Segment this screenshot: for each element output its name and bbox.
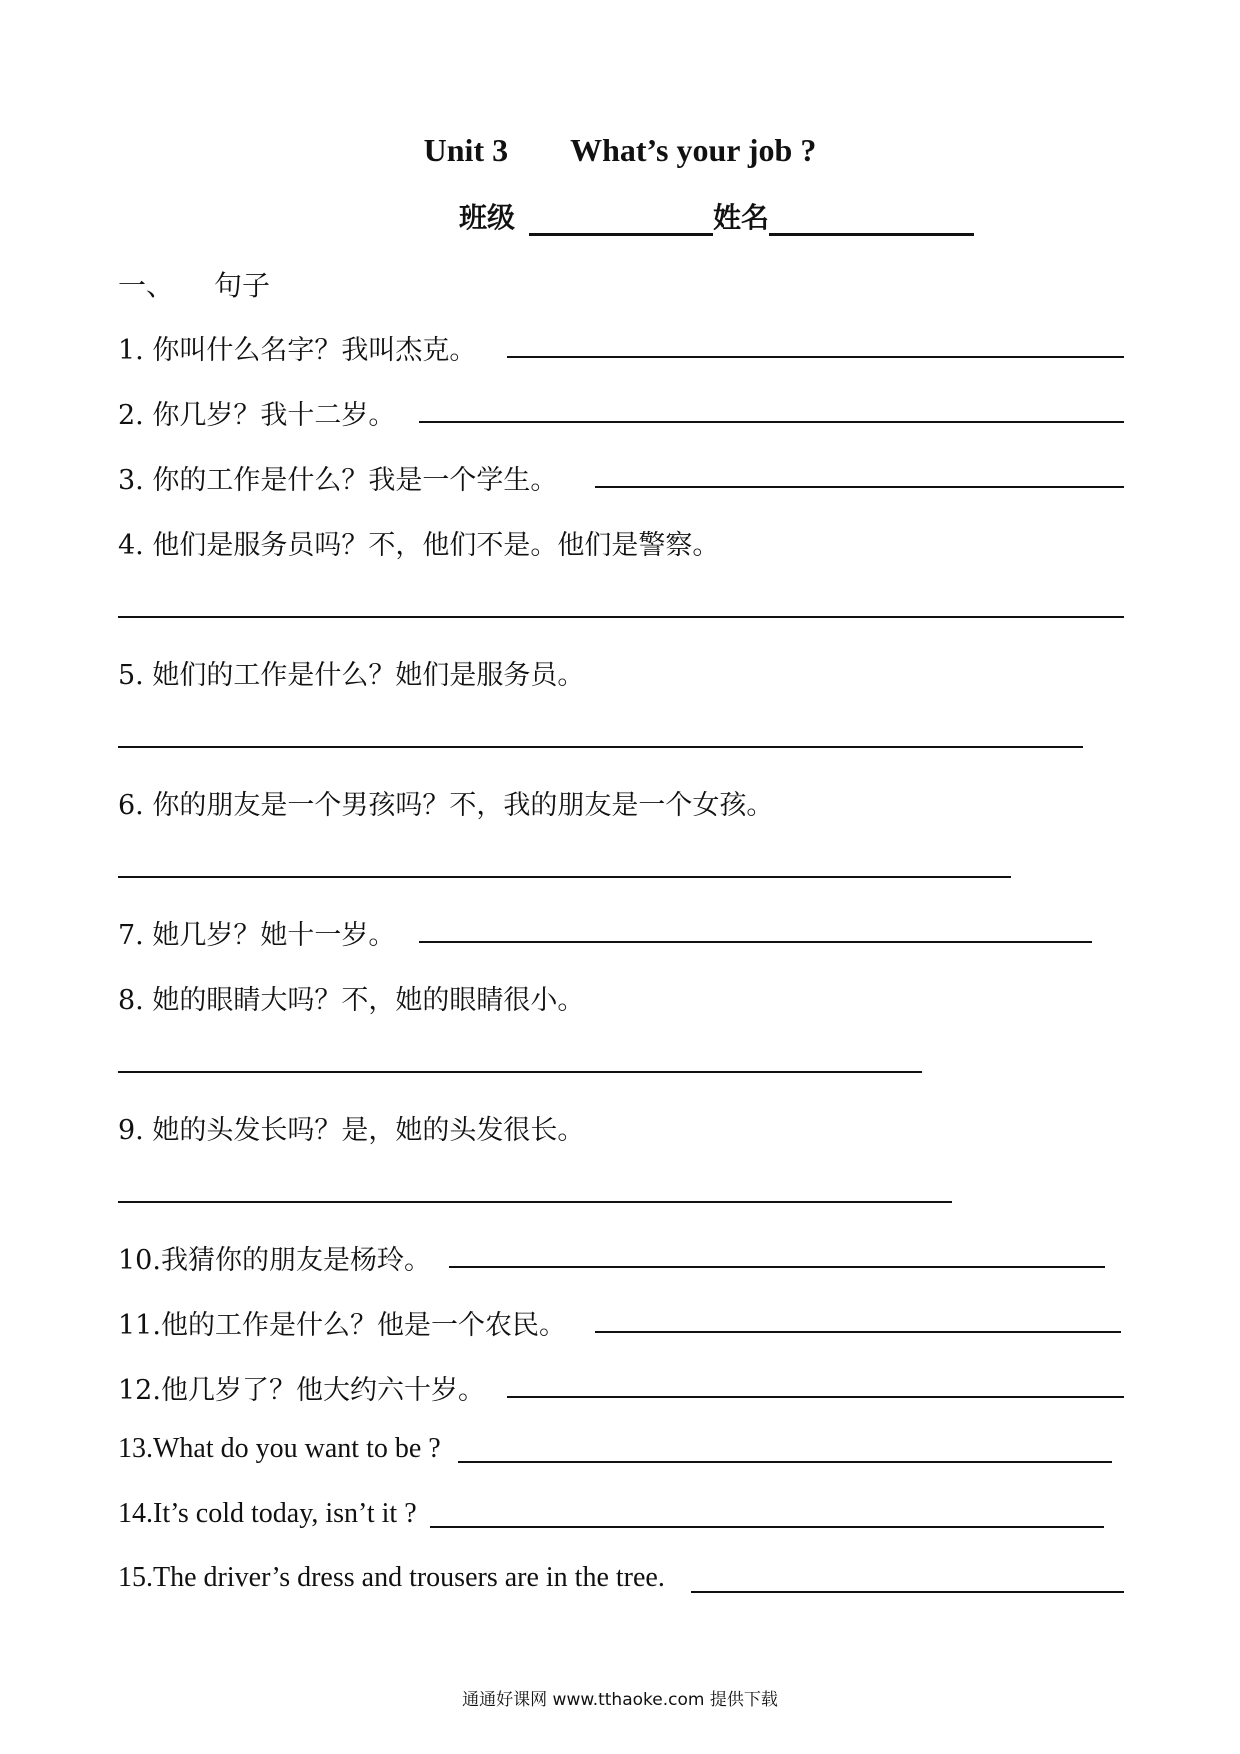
- answer-line-7[interactable]: [419, 941, 1092, 943]
- answer-line-1[interactable]: [507, 356, 1124, 358]
- class-blank[interactable]: [529, 203, 713, 236]
- question-2: 2. 你几岁？我十二岁。: [118, 400, 396, 431]
- question-10: 10.我猜你的朋友是杨玲。: [118, 1245, 431, 1276]
- section-title: 句子: [214, 269, 271, 302]
- name-label: 姓名: [713, 201, 770, 234]
- question-6: 6. 你的朋友是一个男孩吗？不，我的朋友是一个女孩。: [118, 790, 774, 821]
- answer-line-2[interactable]: [419, 421, 1124, 423]
- question-5: 5. 她们的工作是什么？她们是服务员。: [118, 660, 585, 691]
- unit-label: Unit 3: [423, 132, 509, 168]
- question-12: 12.他几岁了？他大约六十岁。: [118, 1375, 485, 1406]
- answer-line-13[interactable]: [458, 1461, 1112, 1463]
- worksheet-title: [0, 132, 1240, 169]
- answer-line-5[interactable]: [118, 746, 1083, 748]
- answer-line-4[interactable]: [118, 616, 1124, 618]
- question-4: 4. 他们是服务员吗？不，他们不是。他们是警察。: [118, 530, 720, 561]
- answer-line-10[interactable]: [449, 1266, 1105, 1268]
- class-label: 班级: [459, 201, 516, 234]
- section-heading: [118, 264, 270, 304]
- answer-line-14[interactable]: [430, 1526, 1104, 1528]
- name-blank[interactable]: [769, 203, 974, 236]
- answer-line-8[interactable]: [118, 1071, 922, 1073]
- question-11: 11.他的工作是什么？他是一个农民。: [118, 1310, 566, 1341]
- question-13: 13.What do you want to be ?: [118, 1433, 441, 1464]
- answer-line-12[interactable]: [507, 1396, 1124, 1398]
- footer-credit: 通通好课网 www.tthaoke.com 提供下载: [462, 1690, 778, 1710]
- topic-label: What’s your job ?: [570, 132, 817, 168]
- question-14: 14.It’s cold today, isn’t it ?: [118, 1498, 417, 1529]
- answer-line-3[interactable]: [595, 486, 1124, 488]
- question-8: 8. 她的眼睛大吗？不，她的眼睛很小。: [118, 985, 585, 1016]
- answer-line-11[interactable]: [595, 1331, 1121, 1333]
- answer-line-15[interactable]: [691, 1591, 1124, 1593]
- question-3: 3. 你的工作是什么？我是一个学生。: [118, 465, 558, 496]
- question-15: 15.The driver’s dress and trousers are in the tree.: [118, 1562, 665, 1593]
- class-name-row: [459, 196, 974, 236]
- question-9: 9. 她的头发长吗？是，她的头发很长。: [118, 1115, 585, 1146]
- answer-line-9[interactable]: [118, 1201, 952, 1203]
- question-7: 7. 她几岁？她十一岁。: [118, 920, 396, 951]
- answer-line-6[interactable]: [118, 876, 1011, 878]
- section-number: 一、: [118, 269, 175, 302]
- question-1: 1. 你叫什么名字？我叫杰克。: [118, 335, 477, 366]
